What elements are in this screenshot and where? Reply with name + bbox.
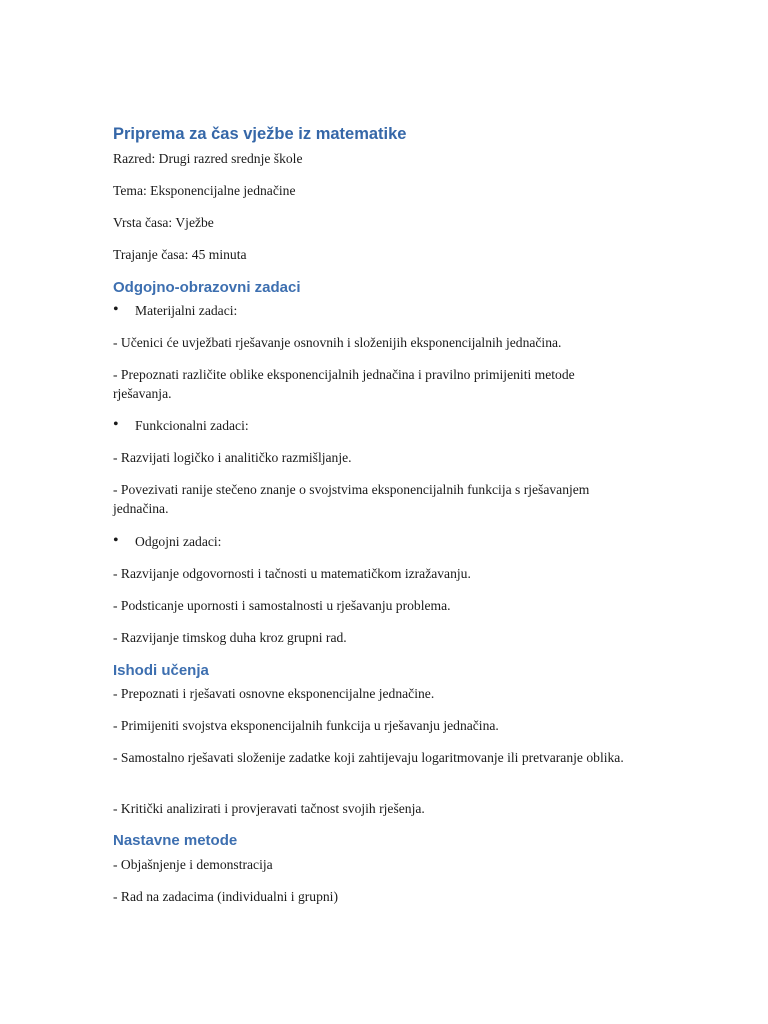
info-vrsta: Vrsta časa: Vježbe [113,215,214,230]
list-item: - Prepoznati različite oblike eksponencijalnih jednačina i pravilno primijeniti metode rješavanja. [113,367,575,401]
section-heading-metode: Nastavne metode [113,832,238,849]
bullet-icon: • [113,416,119,433]
list-item: - Prepoznati i rješavati osnovne eksponencijalne jednačine. [113,686,435,701]
list-item: - Kritički analizirati i provjeravati tačnost svojih rješenja. [113,801,425,816]
list-item: - Podsticanje upornosti i samostalnosti u rješavanju problema. [113,598,451,613]
info-tema: Tema: Eksponencijalne jednačine [113,183,296,198]
list-item: - Rad na zadacima (individualni i grupni) [113,889,338,904]
bullet-icon: • [113,301,119,318]
bullet-label: Funkcionalni zadaci: [135,418,249,433]
list-item: - Samostalno rješavati složenije zadatke koji zahtijevaju logaritmovanje ili pretvaranje oblika. [113,750,624,765]
list-item: - Razvijanje odgovornosti i tačnosti u matematičkom izražavanju. [113,566,471,581]
section-heading-zadaci: Odgojno-obrazovni zadaci [113,279,301,296]
document-title: Priprema za čas vježbe iz matematike [113,125,407,143]
list-item: - Razvijanje timskog duha kroz grupni rad. [113,630,347,645]
info-razred: Razred: Drugi razred srednje škole [113,151,303,166]
list-item: - Primijeniti svojstva eksponencijalnih funkcija u rješavanju jednačina. [113,718,499,733]
list-item: - Objašnjenje i demonstracija [113,857,273,872]
list-item: - Učenici će uvježbati rješavanje osnovnih i složenijih eksponencijalnih jednačina. [113,335,562,350]
section-heading-ishodi: Ishodi učenja [113,662,209,679]
info-trajanje: Trajanje časa: 45 minuta [113,247,247,262]
bullet-label: Materijalni zadaci: [135,303,238,318]
list-item: - Povezivati ranije stečeno znanje o svojstvima eksponencijalnih funkcija s rješavanjem jednačina. [113,482,590,516]
bullet-label: Odgojni zadaci: [135,534,222,549]
list-item: - Razvijati logičko i analitičko razmišljanje. [113,450,352,465]
bullet-icon: • [113,532,119,549]
